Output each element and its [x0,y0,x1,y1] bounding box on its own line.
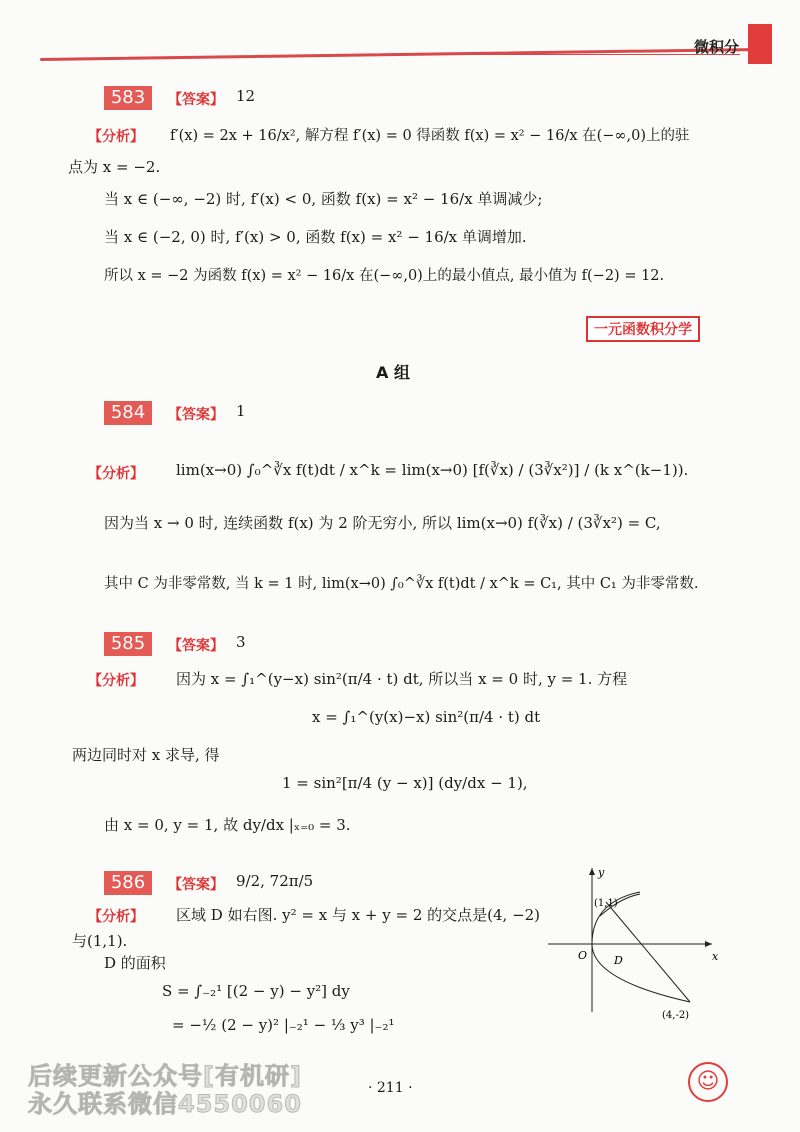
x-label: x [712,950,719,963]
origin-label: O [578,949,588,962]
analysis-label: 【分析】 [88,673,144,689]
answer-label: 【答案】 [168,638,224,654]
p585-line3: 两边同时对 x 求导, 得 [72,746,220,764]
smile-icon: ☺ [688,1062,728,1102]
p586-line2: 与(1,1). [72,932,128,950]
p583-line5: 所以 x = −2 为函数 f(x) = x² − 16/x 在(−∞,0)上的最小值点, 最小值为 f(−2) = 12. [104,268,665,284]
p586-line5: = −½ (2 − y)² |₋₂¹ − ⅓ y³ |₋₂¹ [172,1016,395,1034]
p583-line3: 当 x ∈ (−∞, −2) 时, f′(x) < 0, 函数 f(x) = x² − 16/x 单调减少; [104,190,543,208]
p583-line4: 当 x ∈ (−2, 0) 时, f′(x) > 0, 函数 f(x) = x² − 16/x 单调增加. [104,228,527,246]
p585-line2: x = ∫₁^(y(x)−x) sin²(π/4 · t) dt [312,708,541,726]
p584-line1: lim(x→0) ∫₀^∛x f(t)dt / x^k = lim(x→0) [f(∛x) / (3∛x²)] / (k x^(k−1)). [176,461,689,479]
region-label: D [614,954,623,967]
section-title: 一元函数积分学 [586,316,700,342]
problem-number-583: 583 [104,86,152,110]
answer-label: 【答案】 [168,92,224,108]
problem-number-586: 586 [104,871,152,895]
p586-line4: S = ∫₋₂¹ [(2 − y) − y²] dy [162,982,350,1000]
p584-line2: 因为当 x → 0 时, 连续函数 f(x) 为 2 阶无穷小, 所以 lim(x→0) f(∛x) / (3∛x²) = C, [104,514,661,532]
p583-line2: 点为 x = −2. [68,158,161,176]
answer-label: 【答案】 [168,877,224,893]
problem-number-584: 584 [104,401,152,425]
point-1-1: (1,1) [594,898,618,909]
p586-line3: D 的面积 [104,954,166,972]
answer-583: 12 [236,87,256,105]
region-figure [540,862,720,1022]
answer-label: 【答案】 [168,407,224,423]
answer-585: 3 [236,633,246,651]
analysis-label: 【分析】 [88,466,144,482]
answer-584: 1 [236,402,246,420]
p585-line1: 因为 x = ∫₁^(y−x) sin²(π/4 · t) dt, 所以当 x = 0 时, y = 1. 方程 [176,670,628,688]
p584-line3: 其中 C 为非零常数, 当 k = 1 时, lim(x→0) ∫₀^∛x f(t)dt / x^k = C₁, 其中 C₁ 为非零常数. [104,576,699,592]
header-rule-thin [380,54,740,55]
answer-586: 9/2, 72π/5 [236,872,314,890]
watermark-line1: 后续更新公众号[有机研] [28,1062,302,1090]
line-x-plus-y [606,902,690,1002]
y-axis-arrow [589,868,595,875]
point-4-neg2: (4,-2) [662,1010,690,1021]
p583-line1: f′(x) = 2x + 16/x², 解方程 f′(x) = 0 得函数 f(x) = x² − 16/x 在(−∞,0)上的驻 [170,128,690,144]
group-title: A 组 [376,363,410,382]
p585-line4: 1 = sin²[π/4 (y − x)] (dy/dx − 1), [282,774,528,792]
p585-line5: 由 x = 0, y = 1, 故 dy/dx |ₓ₌₀ = 3. [104,816,351,834]
header-title: 微积分 [694,38,740,56]
analysis-label: 【分析】 [88,129,144,145]
analysis-label: 【分析】 [88,909,144,925]
y-label: y [598,866,605,879]
header-tab-mark [748,24,772,64]
x-axis-arrow [705,941,712,947]
watermark-line2: 永久联系微信4550060 [28,1090,302,1118]
p586-line1: 区域 D 如右图. y² = x 与 x + y = 2 的交点是(4, −2) [176,906,541,924]
page-number: · 211 · [368,1080,413,1096]
problem-number-585: 585 [104,632,152,656]
